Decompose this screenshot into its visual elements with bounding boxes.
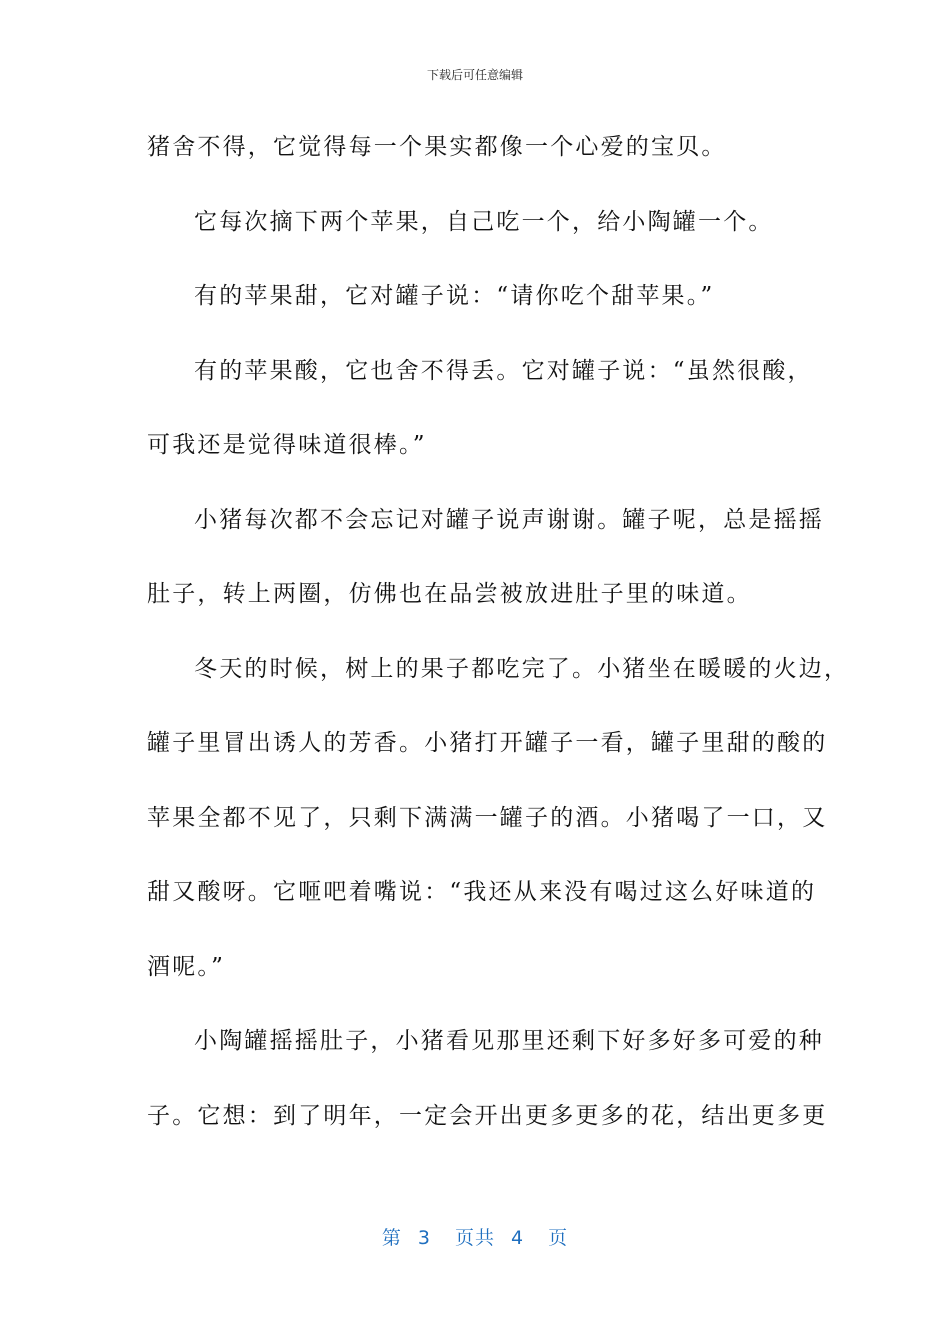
body-line: 甜又酸呀。它咂吧着嘴说：“我还从来没有喝过这么好味道的 <box>147 879 817 905</box>
body-line: 可我还是觉得味道很棒。” <box>147 432 427 458</box>
body-line: 有的苹果酸，它也舍不得丢。它对罐子说：“虽然很酸， <box>194 357 813 384</box>
body-line: 冬天的时候，树上的果子都吃完了。小猪坐在暖暖的火边， <box>194 655 850 682</box>
footer-suffix: 页 <box>548 1227 569 1249</box>
page-number-footer <box>0 1224 950 1252</box>
body-line: 酒呢。” <box>147 953 226 980</box>
footer-current-page: 3 <box>417 1227 431 1249</box>
body-line: 小猪每次都不会忘记对罐子说声谢谢。罐子呢，总是摇摇 <box>194 506 824 533</box>
body-line: 有的苹果甜，它对罐子说：“请你吃个甜苹果。” <box>194 283 715 309</box>
footer-middle: 页共 <box>454 1227 495 1249</box>
footer-prefix: 第 <box>381 1227 402 1249</box>
body-line: 罐子里冒出诱人的芳香。小猪打开罐子一看，罐子里甜的酸的 <box>147 730 828 756</box>
body-line: 苹果全都不见了，只剩下满满一罐子的酒。小猪喝了一口，又 <box>147 804 828 831</box>
body-line: 小陶罐摇摇肚子，小猪看见那里还剩下好多好多可爱的种 <box>194 1028 824 1054</box>
body-line: 它每次摘下两个苹果，自己吃一个，给小陶罐一个。 <box>194 208 774 235</box>
document-body <box>147 110 850 1153</box>
footer-total-pages: 4 <box>511 1227 525 1249</box>
body-line: 肚子，转上两圈，仿佛也在品尝被放进肚子里的味道。 <box>147 581 752 607</box>
page-header-note: 下载后可任意编辑 <box>426 68 523 82</box>
body-line: 猪舍不得，它觉得每一个果实都像一个心爱的宝贝。 <box>147 134 727 160</box>
body-line: 子。它想：到了明年，一定会开出更多更多的花，结出更多更 <box>147 1102 828 1129</box>
